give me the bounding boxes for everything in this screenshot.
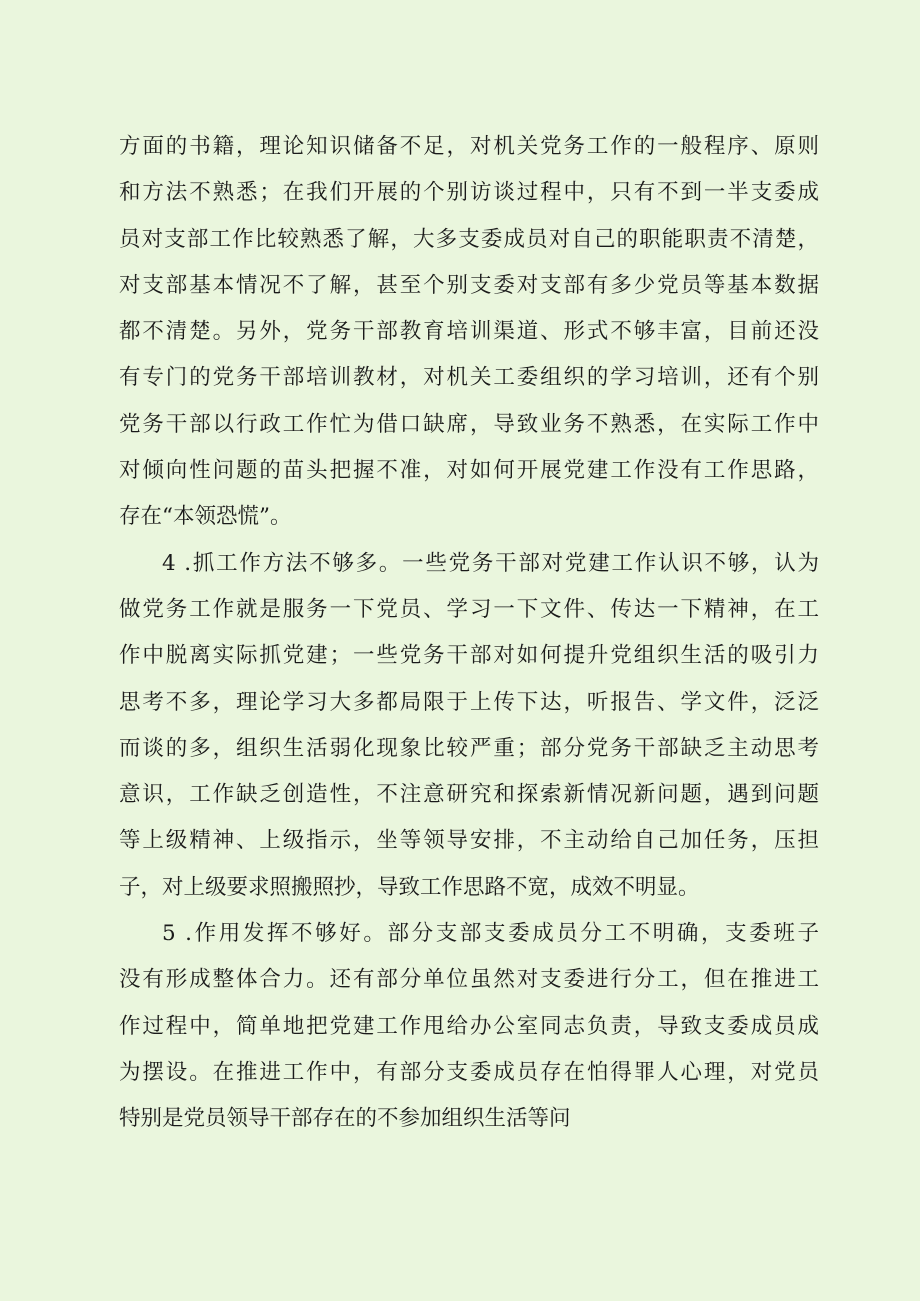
text-line: 方面的书籍，理论知识储备不足，对机关党务工作的一般程序、原则 xyxy=(119,134,819,159)
text-line: 而谈的多，组织生活弱化现象比较严重；部分党务干部缺乏主动思考 xyxy=(119,735,819,761)
text-line: 做党务工作就是服务一下党员、学习一下文件、传达一下精神，在工 xyxy=(119,596,819,622)
text-line: 都不清楚。另外，党务干部教育培训渠道、形式不够丰富，目前还没 xyxy=(119,319,819,345)
text-line: 对支部基本情况不了解，甚至个别支委对支部有多少党员等基本数据 xyxy=(119,272,819,298)
text-line: 思考不多，理论学习大多都局限于上传下达，听报告、学文件，泛泛 xyxy=(119,689,819,715)
paragraph-end-line: 子，对上级要求照搬照抄，导致工作思路不宽，成效不明显。 xyxy=(119,874,700,900)
text-line: 作中脱离实际抓党建；一些党务干部对如何提升党组织生活的吸引力 xyxy=(119,643,819,669)
text-line: 没有形成整体合力。还有部分单位虽然对支委进行分工，但在推进工 xyxy=(119,967,819,993)
document-body xyxy=(119,124,819,1143)
text-line: 有专门的党务干部培训教材，对机关工委组织的学习培训，还有个别 xyxy=(119,365,819,391)
paragraph-heading-line: 4 .抓工作方法不够多。一些党务干部对党建工作认识不够，认为 xyxy=(162,550,819,576)
text-line: 对倾向性问题的苗头把握不准，对如何开展党建工作没有工作思路， xyxy=(119,458,819,484)
text-line: 员对支部工作比较熟悉了解，大多支委成员对自己的职能职责不清楚， xyxy=(119,226,819,252)
paragraph-heading-line: 5 .作用发挥不够好。部分支部支委成员分工不明确，支委班子 xyxy=(162,921,819,947)
paragraph-end-line: 存在“本领恐慌”。 xyxy=(119,504,292,530)
paragraph-end-line: 特别是党员领导干部存在的不参加组织生活等问 xyxy=(119,1106,571,1132)
text-line: 意识，工作缺乏创造性，不注意研究和探索新情况新问题，遇到问题 xyxy=(119,782,819,808)
text-line: 党务干部以行政工作忙为借口缺席，导致业务不熟悉，在实际工作中 xyxy=(119,411,819,437)
text-line: 为摆设。在推进工作中，有部分支委成员存在怕得罪人心理，对党员 xyxy=(119,1059,819,1085)
text-line: 等上级精神、上级指示，坐等领导安排，不主动给自己加任务，压担 xyxy=(119,828,819,854)
text-line: 作过程中，简单地把党建工作甩给办公室同志负责，导致支委成员成 xyxy=(119,1013,819,1039)
text-line: 和方法不熟悉；在我们开展的个别访谈过程中，只有不到一半支委成 xyxy=(119,180,819,206)
